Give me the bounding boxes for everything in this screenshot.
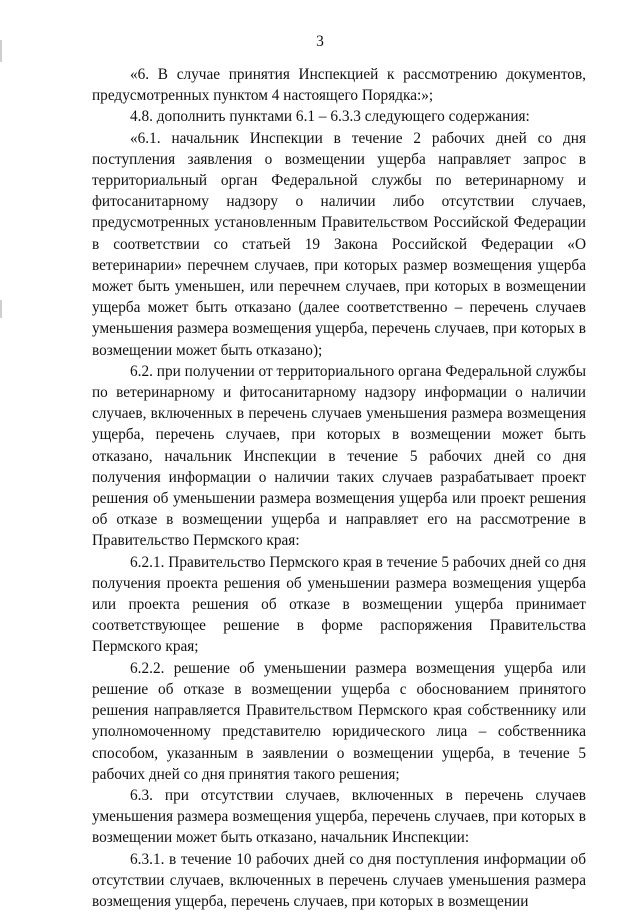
page-number: 3 [316, 33, 324, 50]
paragraph-6-2-2: 6.2.2. решение об уменьшении размера возмещения ущерба или решение об отказе в возмещении ущерба с обоснованием принятого решения направляется Правительством Пермского края собственнику или уполномоченному представителю юридического лица – собственника способом, указанным в заявлении о возмещении ущерба, в течение 5 рабочих дней со дня принятия такого решения; [92, 659, 586, 783]
paragraph-6-2: 6.2. при получении от территориального органа Федеральной службы по ветеринарному и фитосанитарному надзору информации о наличии случаев, включенных в перечень случаев уменьшения размера возмещения ущерба, перечень случаев, при которых в возмещении может быть отказано, начальник Инспекции в течение 5 рабочих дней со дня получения информации о наличии таких случаев разрабатывает проект решения об уменьшении размера возмещения ущерба или проект решения об отказе в возмещении ущерба и направляет его на рассмотрение в Правительство Пермского края: [92, 362, 586, 550]
paragraph-6-1: «6.1. начальник Инспекции в течение 2 рабочих дней со дня поступления заявления о возмещении ущерба направляет запрос в территориальный орган Федеральной службы по ветеринарному и фитосанитарному надзору о наличии либо отсутствии случаев, предусмотренных установленным Правительством Российской Федерации в соответствии со статьей 19 Закона Российской Федерации «О ветеринарии» перечнем случаев, при которых размер возмещения ущерба может быть уменьшен, или перечнем случаев, при которых в возмещении ущерба может быть отказано (далее соответственно – перечень случаев уменьшения размера возмещения ущерба, перечень случаев, при которых в возмещении может быть отказано); [92, 129, 586, 359]
scan-edge-mark [0, 300, 2, 318]
paragraph-4-8: 4.8. дополнить пунктами 6.1 – 6.3.3 следующего содержания: [130, 108, 530, 126]
paragraph-6-3: 6.3. при отсутствии случаев, включенных в перечень случаев уменьшения размера возмещения ущерба, перечень случаев, при которых в возмещении может быть отказано, начальник Инспекции: [92, 786, 586, 847]
document-body [92, 64, 586, 912]
paragraph-6-3-1: 6.3.1. в течение 10 рабочих дней со дня поступления информации об отсутствии случаев, включенных в перечень случаев уменьшения размера возмещения ущерба, перечень случаев, при которых в возмещении [92, 850, 586, 910]
paragraph-6-2-1: 6.2.1. Правительство Пермского края в течение 5 рабочих дней со дня получения проекта решения об уменьшении размера возмещения ущерба или проекта решения об отказе в возмещении ущерба принимает соответствующее решение в форме распоряжения Правительства Пермского края; [92, 553, 586, 656]
paragraph-item-6-amendment: «6. В случае принятия Инспекцией к рассмотрению документов, предусмотренных пунктом 4 настоящего Порядка:»; [92, 66, 586, 105]
